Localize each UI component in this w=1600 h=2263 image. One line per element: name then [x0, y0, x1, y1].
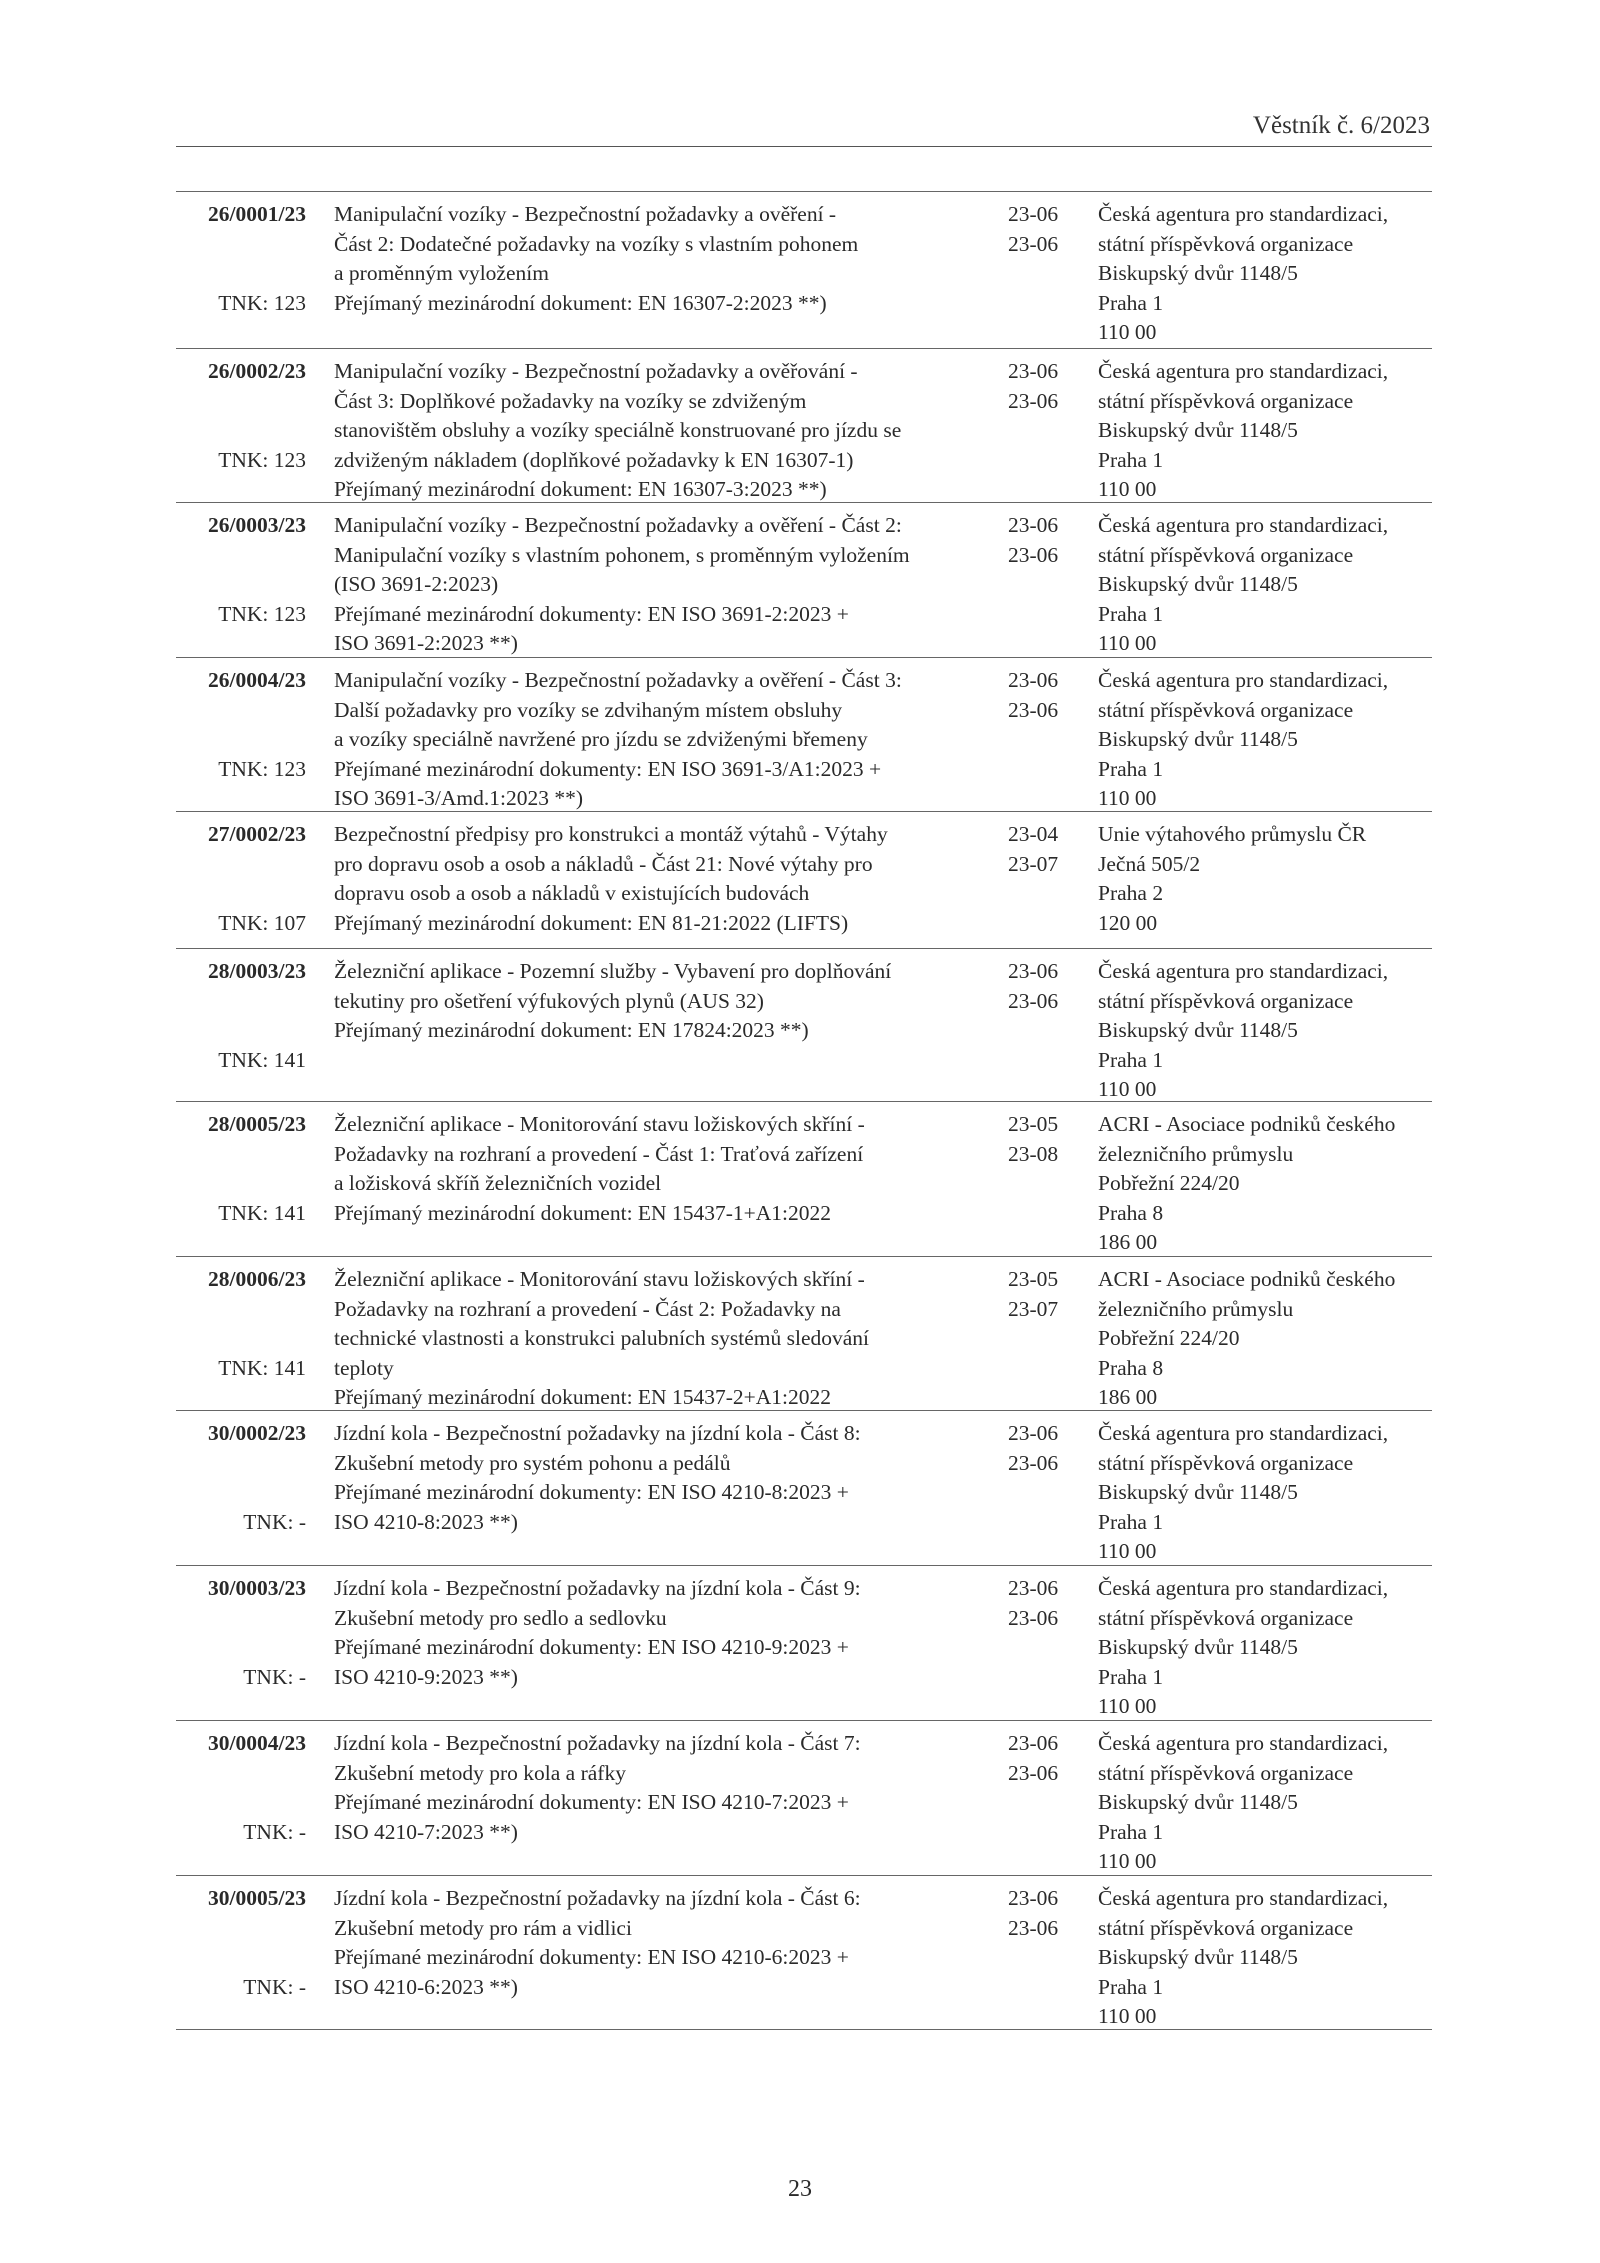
entries-table [176, 191, 1432, 2030]
entry-title-line: Požadavky na rozhraní a provedení - Část 2: Požadavky na [334, 1296, 841, 1321]
header-divider [176, 146, 1432, 147]
entry-title-line: Přejímaný mezinárodní dokument: EN 16307-2:2023 **) [334, 290, 827, 315]
entry-number: 26/0004/23 [208, 668, 306, 692]
entry-title-line: Jízdní kola - Bezpečnostní požadavky na jízdní kola - Část 8: [334, 1421, 861, 1445]
entry-organization [1098, 357, 1432, 505]
entry-organization-line: Biskupský dvůr 1148/5 [1098, 418, 1298, 442]
entry-number: 30/0002/23 [208, 1421, 306, 1445]
entry-tnk: TNK: 141 [218, 1355, 306, 1380]
entry-title-line: Přejímané mezinárodní dokumenty: EN ISO 4210-6:2023 + [334, 1945, 849, 1969]
entry-dates [1008, 1884, 1068, 1943]
entry-organization-line: státní příspěvková organizace [1098, 1450, 1354, 1475]
entry-date: 23-06 [1008, 988, 1059, 1013]
entry-organization-line: Ječná 505/2 [1098, 851, 1201, 876]
entry-tnk: TNK: 141 [218, 1200, 306, 1225]
entry-date: 23-07 [1008, 851, 1059, 876]
entry-organization-line: Praha 1 [1098, 1047, 1164, 1072]
entry-organization-line: Praha 8 [1098, 1355, 1164, 1380]
entry-date: 23-04 [1008, 822, 1059, 846]
entry-date: 23-06 [1008, 959, 1059, 983]
entry-title-line: Bezpečnostní předpisy pro konstrukci a montáž výtahů - Výtahy [334, 822, 888, 846]
entry-date: 23-07 [1008, 1296, 1059, 1321]
entry-organization-line: Česká agentura pro standardizaci, [1098, 1731, 1389, 1755]
entry-title-line: zdviženým nákladem (doplňkové požadavky k EN 16307-1) [334, 447, 854, 472]
entry-date: 23-06 [1008, 388, 1059, 413]
entry-tnk: TNK: - [243, 1664, 306, 1689]
entry-organization-line: 120 00 [1098, 910, 1158, 935]
entry-date: 23-06 [1008, 359, 1059, 383]
entry-organization-line: Biskupský dvůr 1148/5 [1098, 1790, 1298, 1814]
entry-title-line: Přejímané mezinárodní dokumenty: EN ISO 4210-7:2023 + [334, 1790, 849, 1814]
entry-title-line: Požadavky na rozhraní a provedení - Část 1: Traťová zařízení [334, 1141, 864, 1166]
page-number: 23 [788, 2176, 812, 2202]
entry-organization [1098, 1110, 1432, 1258]
entry-date: 23-06 [1008, 202, 1059, 226]
entry-title-line: ISO 4210-9:2023 **) [334, 1664, 518, 1689]
entry-title [334, 666, 974, 814]
entry-organization-line: Biskupský dvůr 1148/5 [1098, 1945, 1298, 1969]
entry-date: 23-06 [1008, 513, 1059, 537]
entry-organization-line: Praha 1 [1098, 1664, 1164, 1689]
entry-dates [1008, 200, 1068, 259]
entry-organization [1098, 1265, 1432, 1413]
entry-organization [1098, 1729, 1432, 1877]
entry-title-line: Železniční aplikace - Monitorování stavu ložiskových skříní - [334, 1112, 865, 1136]
entry-title-line: teploty [334, 1355, 394, 1380]
entry-date: 23-05 [1008, 1267, 1059, 1291]
entry-organization-line: Česká agentura pro standardizaci, [1098, 359, 1389, 383]
entry-title-line: stanovištěm obsluhy a vozíky speciálně konstruované pro jízdu se [334, 418, 902, 442]
entry-number: 28/0006/23 [208, 1267, 306, 1291]
entry-date: 23-06 [1008, 1886, 1059, 1910]
entry-organization-line: 110 00 [1098, 631, 1157, 655]
entry-row [176, 1411, 1432, 1566]
entry-row [176, 949, 1432, 1102]
entry-row [176, 192, 1432, 349]
entry-organization-line: státní příspěvková organizace [1098, 697, 1354, 722]
entry-title-line: Další požadavky pro vozíky se zdvihaným místem obsluhy [334, 697, 843, 722]
entry-dates [1008, 1729, 1068, 1788]
entry-title-line: (ISO 3691-2:2023) [334, 572, 499, 596]
entry-organization-line: státní příspěvková organizace [1098, 1760, 1354, 1785]
entry-organization-line: Biskupský dvůr 1148/5 [1098, 727, 1298, 751]
entry-organization-line: Biskupský dvůr 1148/5 [1098, 1635, 1298, 1659]
entry-title-line: Zkušební metody pro rám a vidlici [334, 1915, 632, 1940]
entry-organization-line: 186 00 [1098, 1385, 1158, 1409]
entry-organization-line: 110 00 [1098, 2004, 1157, 2028]
entry-tnk: TNK: 123 [218, 290, 306, 315]
entry-tnk: TNK: - [243, 1509, 306, 1534]
entry-number: 27/0002/23 [208, 822, 306, 846]
entry-title [334, 357, 974, 505]
entry-date: 23-06 [1008, 1760, 1059, 1785]
entry-organization-line: Česká agentura pro standardizaci, [1098, 1576, 1389, 1600]
entry-title [334, 820, 974, 938]
entry-date: 23-06 [1008, 697, 1059, 722]
entry-number: 26/0002/23 [208, 359, 306, 383]
entry-date: 23-06 [1008, 668, 1059, 692]
entry-title-line: Manipulační vozíky - Bezpečnostní požadavky a ověřování - [334, 359, 858, 383]
entry-organization-line: Biskupský dvůr 1148/5 [1098, 261, 1298, 285]
entry-organization-line: Praha 8 [1098, 1200, 1164, 1225]
entry-date: 23-06 [1008, 1421, 1059, 1445]
entry-date: 23-06 [1008, 542, 1059, 567]
entry-number: 28/0005/23 [208, 1112, 306, 1136]
entry-organization-line: Praha 1 [1098, 290, 1164, 315]
entry-title-line: Zkušební metody pro systém pohonu a pedálů [334, 1450, 731, 1475]
entry-title [334, 1884, 974, 2002]
entry-title-line: Přejímané mezinárodní dokumenty: EN ISO 4210-9:2023 + [334, 1635, 849, 1659]
entry-title-line: Manipulační vozíky - Bezpečnostní požadavky a ověření - [334, 202, 837, 226]
entry-organization [1098, 1419, 1432, 1567]
entry-title-line: Zkušební metody pro kola a ráfky [334, 1760, 626, 1785]
entry-dates [1008, 666, 1068, 725]
entry-tnk: TNK: 141 [218, 1047, 306, 1072]
entry-title-line: a ložisková skříň železničních vozidel [334, 1171, 662, 1195]
entry-title-line: a vozíky speciálně navržené pro jízdu se zdviženými břemeny [334, 727, 868, 751]
entry-organization-line: Praha 2 [1098, 881, 1164, 905]
entry-title-line: Jízdní kola - Bezpečnostní požadavky na jízdní kola - Část 7: [334, 1731, 861, 1755]
entry-title [334, 511, 974, 659]
entry-dates [1008, 1574, 1068, 1633]
entry-organization-line: Biskupský dvůr 1148/5 [1098, 1480, 1298, 1504]
entry-organization-line: Praha 1 [1098, 601, 1164, 626]
entry-dates [1008, 957, 1068, 1016]
entry-title-line: Část 3: Doplňkové požadavky na vozíky se zdviženým [334, 388, 807, 413]
entry-organization-line: 110 00 [1098, 320, 1157, 344]
entry-organization-line: Praha 1 [1098, 1509, 1164, 1534]
entry-organization-line: 110 00 [1098, 477, 1157, 501]
entry-title [334, 1110, 974, 1228]
entry-date: 23-06 [1008, 1605, 1059, 1630]
entry-date: 23-05 [1008, 1112, 1059, 1136]
entry-organization-line: Biskupský dvůr 1148/5 [1098, 1018, 1298, 1042]
entry-organization-line: Česká agentura pro standardizaci, [1098, 668, 1389, 692]
entry-title-line: Zkušební metody pro sedlo a sedlovku [334, 1605, 667, 1630]
entry-title-line: ISO 3691-3/Amd.1:2023 **) [334, 786, 584, 810]
entry-row [176, 1876, 1432, 2030]
entry-title-line: Železniční aplikace - Monitorování stavu ložiskových skříní - [334, 1267, 865, 1291]
entry-organization-line: Praha 1 [1098, 1974, 1164, 1999]
entry-row [176, 1721, 1432, 1876]
entry-title-line: Jízdní kola - Bezpečnostní požadavky na jízdní kola - Část 9: [334, 1576, 861, 1600]
entry-organization-line: železničního průmyslu [1098, 1141, 1294, 1166]
entry-title-line: dopravu osob a osob a nákladů v existujících budovách [334, 881, 810, 905]
entry-title-line: tekutiny pro ošetření výfukových plynů (AUS 32) [334, 988, 764, 1013]
entry-dates [1008, 1419, 1068, 1478]
entry-title [334, 1419, 974, 1537]
entry-organization-line: 110 00 [1098, 786, 1157, 810]
entry-number: 30/0005/23 [208, 1886, 306, 1910]
entry-date: 23-06 [1008, 231, 1059, 256]
entry-title-line: Manipulační vozíky - Bezpečnostní požadavky a ověření - Část 2: [334, 513, 902, 537]
entry-number: 28/0003/23 [208, 959, 306, 983]
entry-title-line: Železniční aplikace - Pozemní služby - Vybavení pro doplňování [334, 959, 892, 983]
entry-title-line: ISO 4210-7:2023 **) [334, 1819, 518, 1844]
entry-title-line: Přejímané mezinárodní dokumenty: EN ISO 3691-3/A1:2023 + [334, 756, 882, 781]
entry-organization-line: státní příspěvková organizace [1098, 388, 1354, 413]
entry-organization-line: 110 00 [1098, 1849, 1157, 1873]
entry-row [176, 1102, 1432, 1257]
entry-title-line: ISO 4210-6:2023 **) [334, 1974, 518, 1999]
entry-organization-line: Česká agentura pro standardizaci, [1098, 202, 1389, 226]
entry-organization [1098, 1884, 1432, 2032]
entry-title [334, 1574, 974, 1692]
entry-row [176, 349, 1432, 503]
entry-row [176, 812, 1432, 949]
entry-organization-line: Česká agentura pro standardizaci, [1098, 513, 1389, 537]
entry-title-line: ISO 4210-8:2023 **) [334, 1509, 518, 1534]
entry-organization [1098, 820, 1432, 938]
entry-number: 30/0003/23 [208, 1576, 306, 1600]
entry-dates [1008, 1265, 1068, 1324]
entry-dates [1008, 357, 1068, 416]
entry-date: 23-06 [1008, 1915, 1059, 1940]
entry-organization-line: 110 00 [1098, 1077, 1157, 1101]
entry-number: 26/0001/23 [208, 202, 306, 226]
entry-organization-line: Česká agentura pro standardizaci, [1098, 1421, 1389, 1445]
entry-organization-line: ACRI - Asociace podniků českého [1098, 1112, 1396, 1136]
bulletin-title: Věstník č. 6/2023 [1252, 112, 1430, 139]
entry-organization-line: železničního průmyslu [1098, 1296, 1294, 1321]
entry-organization-line: státní příspěvková organizace [1098, 1915, 1354, 1940]
entry-organization [1098, 957, 1432, 1105]
entry-title-line: pro dopravu osob a osob a nákladů - Část 21: Nové výtahy pro [334, 851, 873, 876]
entry-organization [1098, 666, 1432, 814]
entry-dates [1008, 820, 1068, 879]
entry-title-line: ISO 3691-2:2023 **) [334, 631, 518, 655]
entry-organization-line: Praha 1 [1098, 756, 1164, 781]
entry-organization-line: státní příspěvková organizace [1098, 231, 1354, 256]
entry-title-line: Jízdní kola - Bezpečnostní požadavky na jízdní kola - Část 6: [334, 1886, 861, 1910]
entry-organization [1098, 200, 1432, 348]
entry-tnk: TNK: - [243, 1819, 306, 1844]
entry-dates [1008, 1110, 1068, 1169]
entry-organization-line: Česká agentura pro standardizaci, [1098, 959, 1389, 983]
entry-number: 30/0004/23 [208, 1731, 306, 1755]
entry-title-line: Přejímané mezinárodní dokumenty: EN ISO 3691-2:2023 + [334, 601, 849, 626]
entry-title-line: Přejímaný mezinárodní dokument: EN 15437-2+A1:2022 [334, 1385, 831, 1409]
entry-title-line: Manipulační vozíky - Bezpečnostní požadavky a ověření - Část 3: [334, 668, 902, 692]
entry-row [176, 503, 1432, 658]
entry-organization-line: Česká agentura pro standardizaci, [1098, 1886, 1389, 1910]
entry-organization-line: Praha 1 [1098, 1819, 1164, 1844]
entry-date: 23-06 [1008, 1731, 1059, 1755]
entry-organization-line: Pobřežní 224/20 [1098, 1171, 1240, 1195]
entry-organization-line: 110 00 [1098, 1694, 1157, 1718]
entry-organization-line: státní příspěvková organizace [1098, 1605, 1354, 1630]
entry-tnk: TNK: 107 [218, 910, 306, 935]
entry-title-line: a proměnným vyložením [334, 261, 549, 285]
entry-title-line: Přejímaný mezinárodní dokument: EN 17824:2023 **) [334, 1018, 809, 1042]
entry-organization-line: 186 00 [1098, 1230, 1158, 1254]
entry-date: 23-06 [1008, 1576, 1059, 1600]
entry-title [334, 200, 974, 318]
entry-tnk: TNK: 123 [218, 447, 306, 472]
entry-date: 23-06 [1008, 1450, 1059, 1475]
entry-title-line: technické vlastnosti a konstrukci palubních systémů sledování [334, 1326, 870, 1350]
entry-row [176, 1566, 1432, 1721]
entry-number: 26/0003/23 [208, 513, 306, 537]
entry-title [334, 1265, 974, 1413]
entry-title-line: Část 2: Dodatečné požadavky na vozíky s vlastním pohonem [334, 231, 859, 256]
entry-title-line: Přejímaný mezinárodní dokument: EN 16307-3:2023 **) [334, 477, 827, 501]
entry-organization [1098, 511, 1432, 659]
entry-row [176, 658, 1432, 812]
entry-organization-line: Praha 1 [1098, 447, 1164, 472]
entry-title-line: Přejímaný mezinárodní dokument: EN 15437-1+A1:2022 [334, 1200, 831, 1225]
entry-organization-line: ACRI - Asociace podniků českého [1098, 1267, 1396, 1291]
entry-date: 23-08 [1008, 1141, 1059, 1166]
entry-dates [1008, 511, 1068, 570]
entry-organization [1098, 1574, 1432, 1722]
entry-row [176, 1257, 1432, 1411]
entry-tnk: TNK: 123 [218, 601, 306, 626]
entry-tnk: TNK: - [243, 1974, 306, 1999]
entry-organization-line: státní příspěvková organizace [1098, 542, 1354, 567]
entry-organization-line: Biskupský dvůr 1148/5 [1098, 572, 1298, 596]
entry-title-line: Přejímané mezinárodní dokumenty: EN ISO 4210-8:2023 + [334, 1480, 849, 1504]
entry-title [334, 1729, 974, 1847]
entry-tnk: TNK: 123 [218, 756, 306, 781]
entry-organization-line: Pobřežní 224/20 [1098, 1326, 1240, 1350]
entry-title-line: Manipulační vozíky s vlastním pohonem, s proměnným vyložením [334, 542, 910, 567]
entry-organization-line: Unie výtahového průmyslu ČR [1098, 822, 1367, 846]
entry-organization-line: 110 00 [1098, 1539, 1157, 1563]
entry-organization-line: státní příspěvková organizace [1098, 988, 1354, 1013]
entry-title-line: Přejímaný mezinárodní dokument: EN 81-21:2022 (LIFTS) [334, 910, 849, 935]
entry-title [334, 957, 974, 1046]
